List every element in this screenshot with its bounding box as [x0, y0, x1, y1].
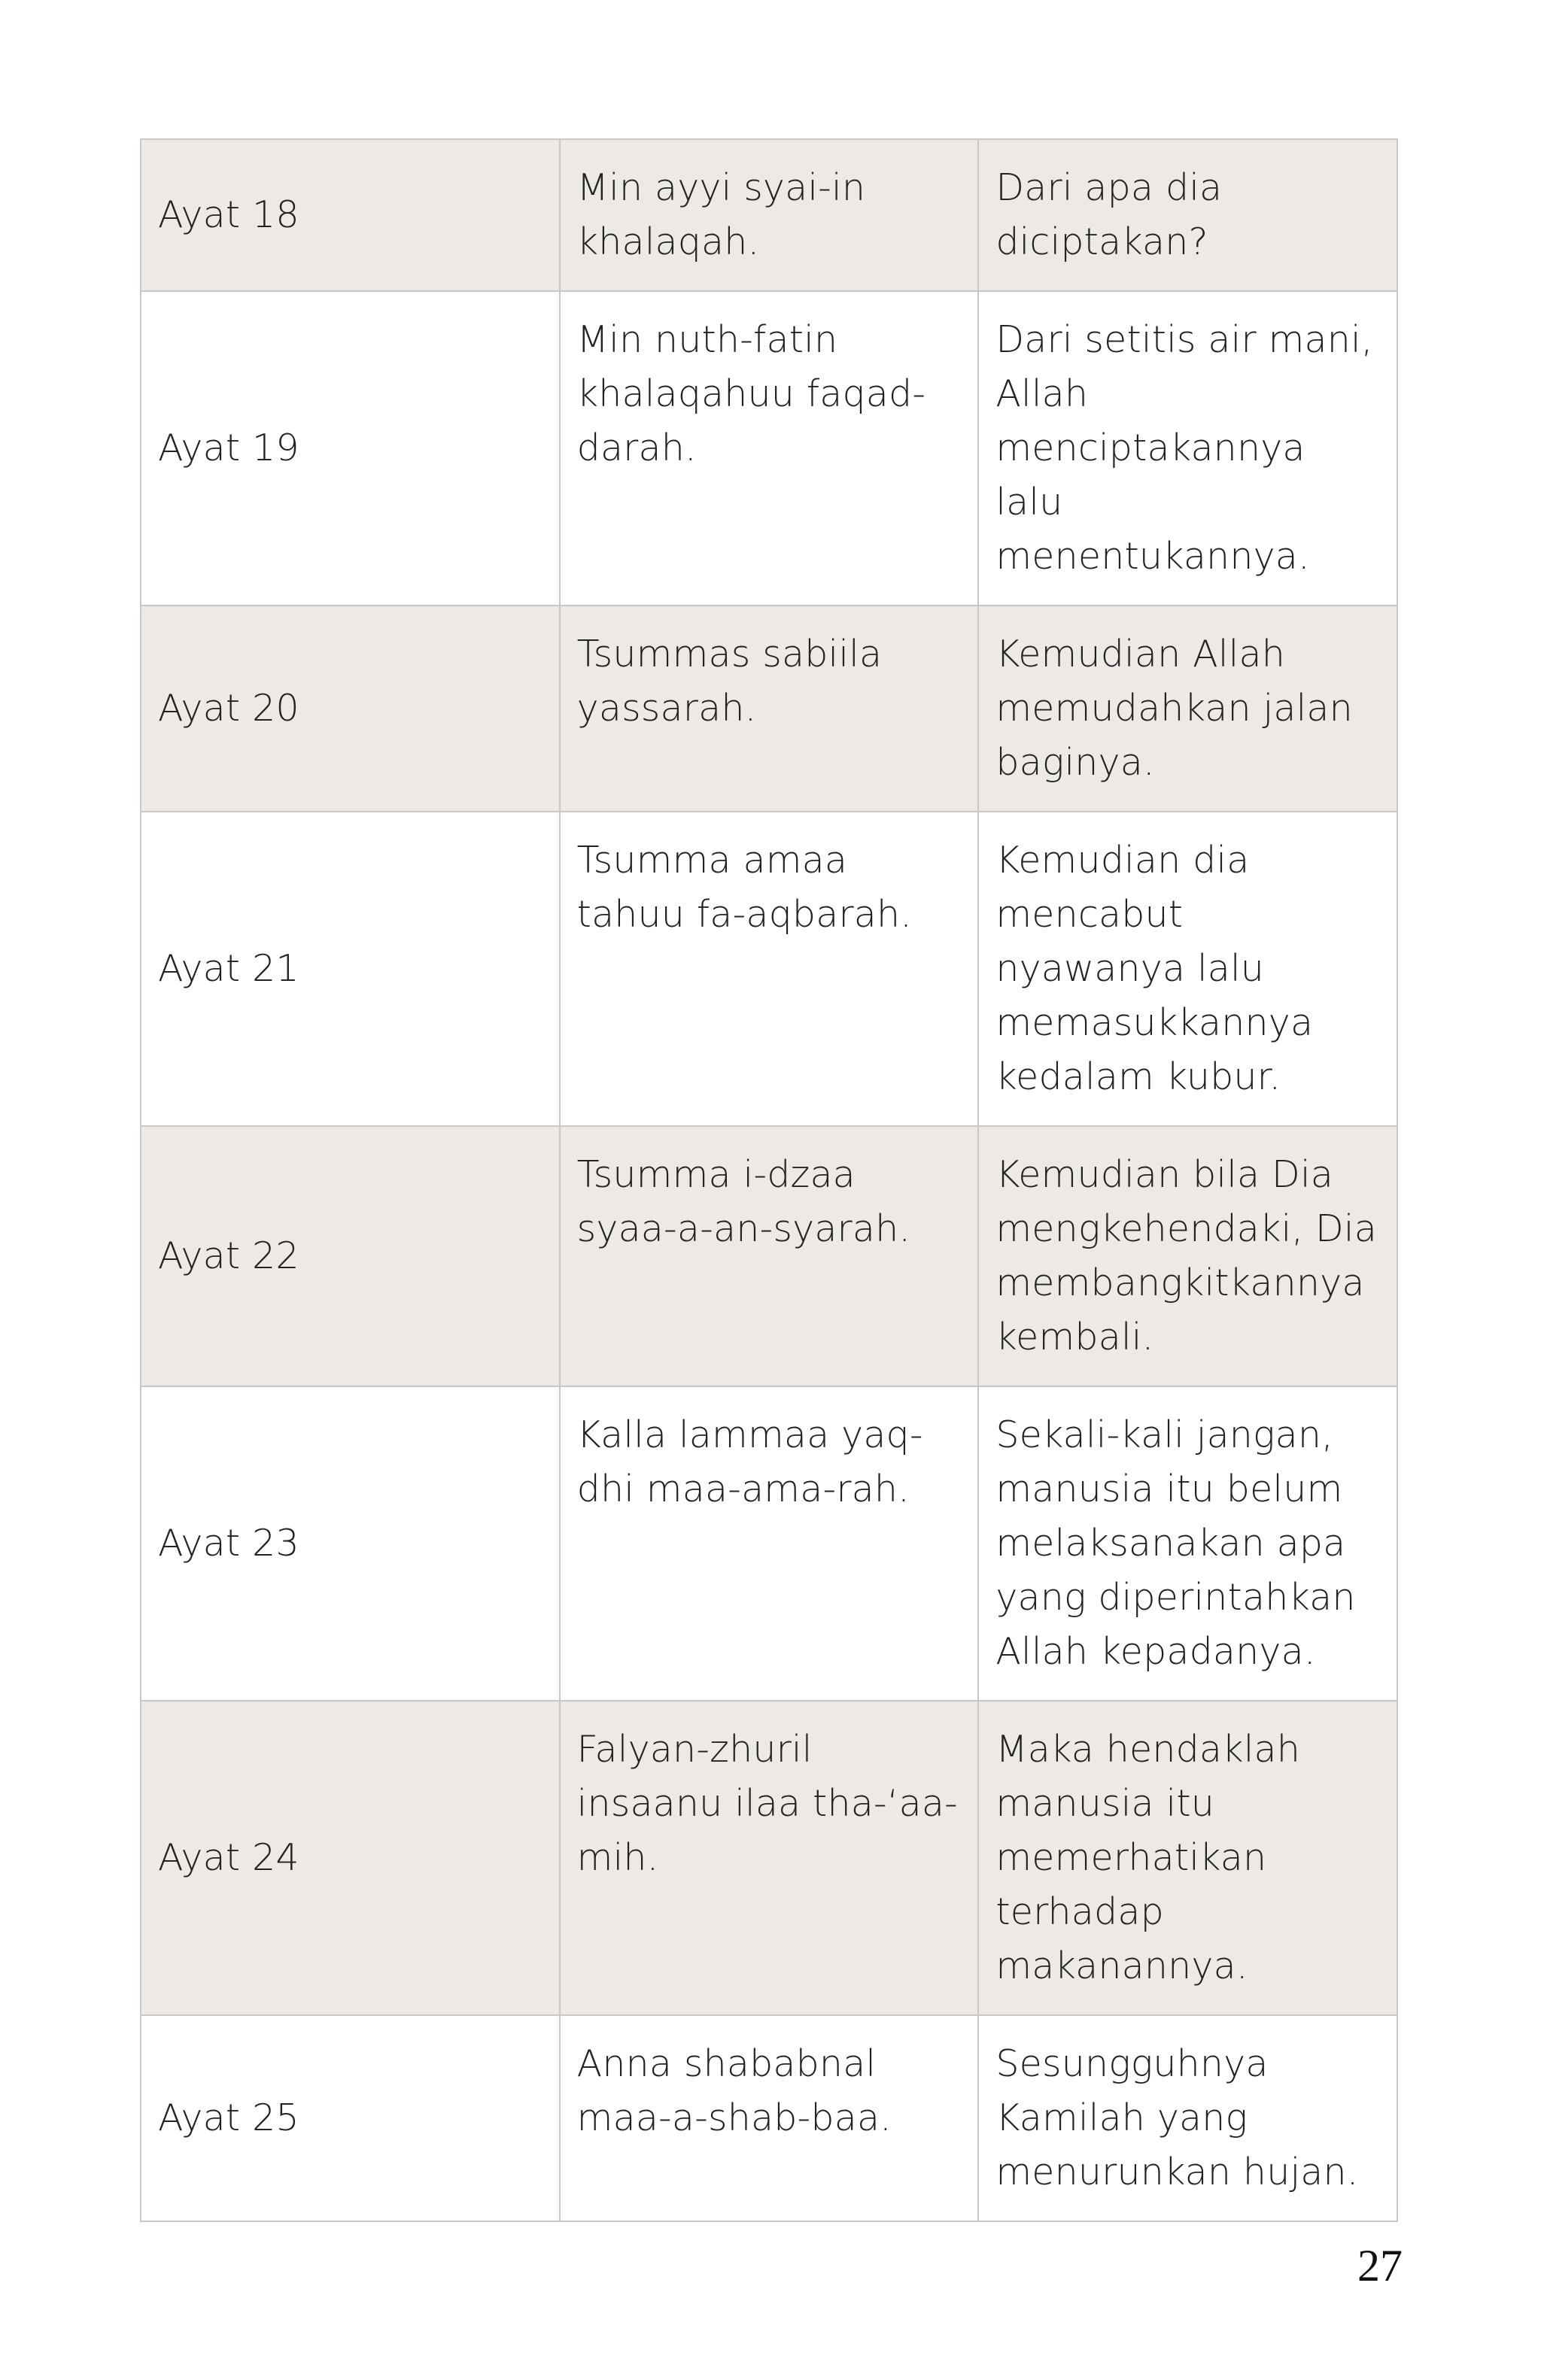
translation-cell: Maka hendaklah manusia itu memerhatikan terhadap makanannya. — [978, 1701, 1397, 2015]
verse-number-cell: Ayat 24 — [141, 1701, 560, 2015]
table-row — [141, 291, 1397, 606]
transliteration-cell: Falyan-zhuril insaanu ilaa tha-‘aa-mih. — [560, 1701, 979, 2015]
transliteration-cell: Anna shababnal maa-a-shab-baa. — [560, 2015, 979, 2221]
transliteration-cell: Tsumma amaa tahuu fa-aqbarah. — [560, 812, 979, 1126]
page-number: 27 — [1357, 2241, 1403, 2290]
table-row — [141, 606, 1397, 812]
verse-number-cell: Ayat 18 — [141, 139, 560, 291]
verse-number-cell: Ayat 19 — [141, 291, 560, 606]
verse-table — [140, 138, 1398, 2222]
table-row — [141, 812, 1397, 1126]
translation-cell: Sekali-kali jangan, manusia itu belum melaksanakan apa yang diperintahkan Allah kepadanya. — [978, 1386, 1397, 1701]
verse-number-cell: Ayat 20 — [141, 606, 560, 812]
verse-number-cell: Ayat 23 — [141, 1386, 560, 1701]
translation-cell: Kemudian dia mencabut nyawanya lalu memasukkannya kedalam kubur. — [978, 812, 1397, 1126]
transliteration-cell: Kalla lammaa yaq-dhi maa-ama-rah. — [560, 1386, 979, 1701]
translation-cell: Kemudian Allah memudahkan jalan baginya. — [978, 606, 1397, 812]
transliteration-cell: Tsumma i-dzaa syaa-a-an-syarah. — [560, 1126, 979, 1386]
translation-cell: Dari setitis air mani, Allah menciptakannya lalu menentukannya. — [978, 291, 1397, 606]
translation-cell: Sesungguhnya Kamilah yang menurunkan hujan. — [978, 2015, 1397, 2221]
verse-number-cell: Ayat 25 — [141, 2015, 560, 2221]
verse-number-cell: Ayat 22 — [141, 1126, 560, 1386]
table-row — [141, 1126, 1397, 1386]
transliteration-cell: Min nuth-fatin khalaqahuu faqad-darah. — [560, 291, 979, 606]
transliteration-cell: Tsummas sabiila yassarah. — [560, 606, 979, 812]
verse-table-body — [141, 139, 1397, 2221]
translation-cell: Dari apa dia diciptakan? — [978, 139, 1397, 291]
verse-number-cell: Ayat 21 — [141, 812, 560, 1126]
table-row — [141, 2015, 1397, 2221]
table-row — [141, 139, 1397, 291]
table-row — [141, 1701, 1397, 2015]
transliteration-cell: Min ayyi syai-in khalaqah. — [560, 139, 979, 291]
translation-cell: Kemudian bila Dia mengkehendaki, Dia membangkitkannya kembali. — [978, 1126, 1397, 1386]
table-row — [141, 1386, 1397, 1701]
